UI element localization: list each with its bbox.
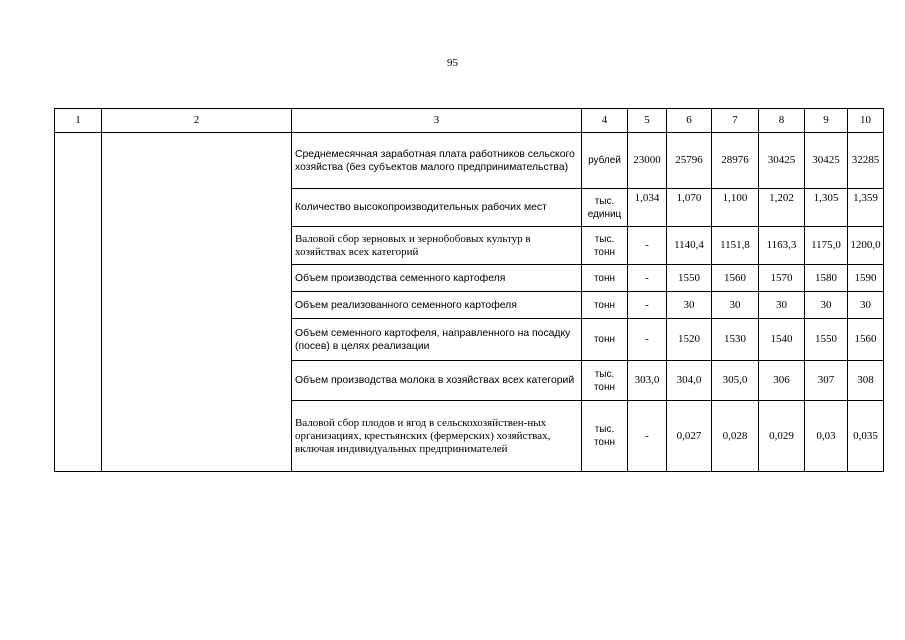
header-cell: 1 <box>55 109 102 133</box>
value-cell: 1,305 <box>805 189 848 227</box>
value-cell: 1540 <box>759 319 805 361</box>
value-cell: 1,034 <box>628 189 667 227</box>
indicator-cell: Количество высокопроизводительных рабочих мест <box>292 189 582 227</box>
unit-cell: тонн <box>582 265 628 292</box>
value-cell: 0,027 <box>667 401 712 472</box>
column-2-cell <box>102 133 292 472</box>
value-cell: 304,0 <box>667 361 712 401</box>
value-cell: - <box>628 227 667 265</box>
value-cell: 1520 <box>667 319 712 361</box>
header-cell: 6 <box>667 109 712 133</box>
indicator-cell: Объем производства семенного картофеля <box>292 265 582 292</box>
unit-cell: тонн <box>582 319 628 361</box>
indicator-cell: Объем реализованного семенного картофеля <box>292 292 582 319</box>
indicators-table <box>54 108 884 472</box>
value-cell: 1,359 <box>848 189 884 227</box>
value-cell: 30 <box>805 292 848 319</box>
value-cell: - <box>628 401 667 472</box>
unit-cell: тыс. тонн <box>582 401 628 472</box>
value-cell: 1,202 <box>759 189 805 227</box>
indicator-cell: Объем производства молока в хозяйствах всех категорий <box>292 361 582 401</box>
value-cell: 305,0 <box>712 361 759 401</box>
value-cell: 25796 <box>667 133 712 189</box>
header-cell: 7 <box>712 109 759 133</box>
value-cell: 1151,8 <box>712 227 759 265</box>
header-cell: 4 <box>582 109 628 133</box>
value-cell: 1560 <box>848 319 884 361</box>
value-cell: 30425 <box>805 133 848 189</box>
table-row <box>55 133 884 189</box>
value-cell: 1550 <box>667 265 712 292</box>
header-cell: 5 <box>628 109 667 133</box>
value-cell: 0,029 <box>759 401 805 472</box>
header-cell: 2 <box>102 109 292 133</box>
unit-cell: рублей <box>582 133 628 189</box>
header-cell: 9 <box>805 109 848 133</box>
value-cell: 0,03 <box>805 401 848 472</box>
indicator-cell: Валовой сбор зерновых и зернобобовых культур в хозяйствах всех категорий <box>292 227 582 265</box>
value-cell: 1590 <box>848 265 884 292</box>
value-cell: 30 <box>712 292 759 319</box>
header-cell: 3 <box>292 109 582 133</box>
value-cell: 1530 <box>712 319 759 361</box>
indicator-cell: Среднемесячная заработная плата работников сельского хозяйства (без субъектов малого предпринимательства) <box>292 133 582 189</box>
header-row <box>55 109 884 133</box>
value-cell: 1,070 <box>667 189 712 227</box>
indicator-cell: Валовой сбор плодов и ягод в сельскохозяйствен-ных организациях, крестьянских (фермерских) хозяйствах, включая индивидуальных предпринимателей <box>292 401 582 472</box>
page-number: 95 <box>447 57 458 69</box>
value-cell: 1140,4 <box>667 227 712 265</box>
value-cell: 1580 <box>805 265 848 292</box>
value-cell: 307 <box>805 361 848 401</box>
unit-cell: тыс. тонн <box>582 227 628 265</box>
value-cell: 303,0 <box>628 361 667 401</box>
value-cell: 30 <box>759 292 805 319</box>
value-cell: 0,028 <box>712 401 759 472</box>
value-cell: - <box>628 319 667 361</box>
value-cell: 1163,3 <box>759 227 805 265</box>
value-cell: 30 <box>848 292 884 319</box>
value-cell: 1200,0 <box>848 227 884 265</box>
unit-cell: тыс. тонн <box>582 361 628 401</box>
value-cell: 30425 <box>759 133 805 189</box>
value-cell: 1560 <box>712 265 759 292</box>
header-cell: 10 <box>848 109 884 133</box>
value-cell: 1550 <box>805 319 848 361</box>
unit-cell: тыс. единиц <box>582 189 628 227</box>
indicator-cell: Объем семенного картофеля, направленного на посадку (посев) в целях реализации <box>292 319 582 361</box>
value-cell: 1,100 <box>712 189 759 227</box>
value-cell: 32285 <box>848 133 884 189</box>
value-cell: 1570 <box>759 265 805 292</box>
value-cell: 23000 <box>628 133 667 189</box>
unit-cell: тонн <box>582 292 628 319</box>
value-cell: 1175,0 <box>805 227 848 265</box>
header-cell: 8 <box>759 109 805 133</box>
value-cell: 308 <box>848 361 884 401</box>
column-1-cell <box>55 133 102 472</box>
value-cell: 306 <box>759 361 805 401</box>
value-cell: 0,035 <box>848 401 884 472</box>
value-cell: - <box>628 292 667 319</box>
value-cell: 30 <box>667 292 712 319</box>
value-cell: - <box>628 265 667 292</box>
value-cell: 28976 <box>712 133 759 189</box>
